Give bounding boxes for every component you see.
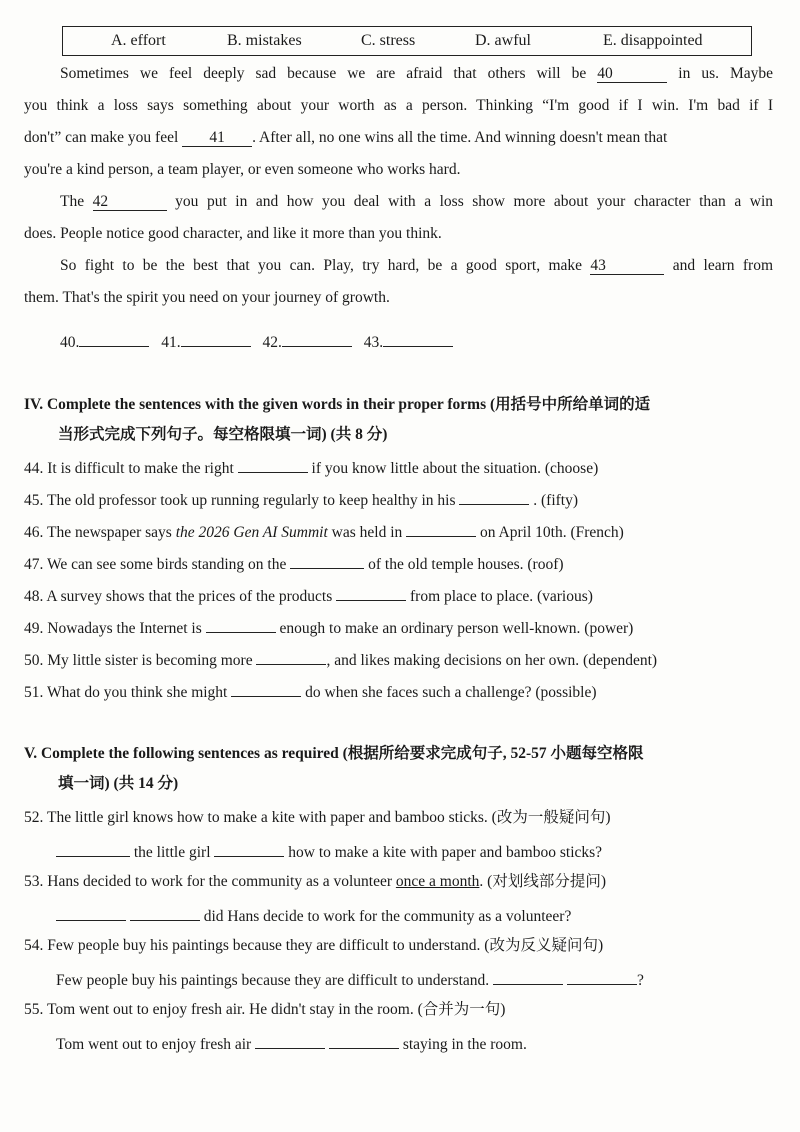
blank-50[interactable]: [256, 648, 326, 665]
question-44: 44. It is difficult to make the right if you know little about the situation. (choose): [24, 456, 598, 479]
passage-line: does. People notice good character, and like it more than you think.: [24, 225, 442, 242]
blank-45[interactable]: [459, 488, 529, 505]
passage-line: The 42 you put in and how you deal with a loss show more about your character than a win: [60, 193, 773, 210]
word-option-e: E. disappointed: [603, 32, 703, 49]
question-50: 50. My little sister is becoming more , and likes making decisions on her own. (dependent): [24, 648, 657, 671]
section-4-title-cont: 当形式完成下列句子。每空格限填一词) (共 8 分): [58, 426, 388, 443]
passage-line: So fight to be the best that you can. Play, try hard, be a good sport, make 43 and learn from: [60, 257, 774, 274]
question-47: 47. We can see some birds standing on the of the old temple houses. (roof): [24, 552, 564, 575]
blank-53-2[interactable]: [130, 904, 200, 921]
section-5-title-cont: 填一词) (共 14 分): [58, 775, 179, 792]
question-52: 52. The little girl knows how to make a kite with paper and bamboo sticks. (改为一般疑问句): [24, 809, 611, 826]
blank-52-2[interactable]: [214, 840, 284, 857]
question-51: 51. What do you think she might do when she faces such a challenge? (possible): [24, 680, 597, 703]
blank-42[interactable]: 42: [93, 194, 167, 211]
question-54-answer-line: Few people buy his paintings because they are difficult to understand. ?: [56, 968, 644, 991]
question-45: 45. The old professor took up running regularly to keep healthy in his . (fifty): [24, 488, 578, 511]
blank-53-1[interactable]: [56, 904, 126, 921]
blank-47[interactable]: [290, 552, 364, 569]
answer-blank-41[interactable]: [181, 330, 251, 347]
question-48: 48. A survey shows that the prices of the products from place to place. (various): [24, 584, 593, 607]
passage-line: you think a loss says something about your worth as a person. Thinking “I'm good if I win. I'm bad if I: [24, 97, 773, 114]
answer-blank-42[interactable]: [282, 330, 352, 347]
question-49: 49. Nowadays the Internet is enough to make an ordinary person well-known. (power): [24, 616, 633, 639]
question-55: 55. Tom went out to enjoy fresh air. He didn't stay in the room. (合并为一句): [24, 1001, 506, 1018]
blank-55-2[interactable]: [329, 1032, 399, 1049]
blank-48[interactable]: [336, 584, 406, 601]
question-46: 46. The newspaper says the 2026 Gen AI Summit was held in on April 10th. (French): [24, 520, 624, 543]
blank-44[interactable]: [238, 456, 308, 473]
blank-46[interactable]: [406, 520, 476, 537]
question-53-answer-line: did Hans decide to work for the community as a volunteer?: [56, 904, 571, 927]
blank-40[interactable]: 40: [597, 66, 667, 83]
answer-blank-43[interactable]: [383, 330, 453, 347]
section-5-title: V. Complete the following sentences as required (根据所给要求完成句子, 52-57 小题每空格限: [24, 745, 644, 762]
underlined-phrase: once a month: [395, 873, 480, 890]
question-53: 53. Hans decided to work for the community as a volunteer once a month. (对划线部分提问): [24, 873, 606, 890]
word-bank-box: [62, 26, 752, 56]
question-52-answer-line: the little girl how to make a kite with paper and bamboo sticks?: [56, 840, 602, 863]
blank-55-1[interactable]: [255, 1032, 325, 1049]
word-option-c: C. stress: [361, 32, 416, 49]
passage-line: them. That's the spirit you need on your journey of growth.: [24, 289, 390, 306]
blank-49[interactable]: [206, 616, 276, 633]
word-option-d: D. awful: [475, 32, 531, 49]
section-4-title: IV. Complete the sentences with the given words in their proper forms (用括号中所给单词的适: [24, 396, 651, 413]
passage-line: you're a kind person, a team player, or even someone who works hard.: [24, 161, 461, 178]
question-54: 54. Few people buy his paintings because they are difficult to understand. (改为反义疑问句): [24, 937, 604, 954]
word-option-a: A. effort: [111, 32, 166, 49]
question-55-answer-line: Tom went out to enjoy fresh air staying in the room.: [56, 1032, 527, 1055]
answer-row: 40. 41. 42. 43.: [60, 330, 453, 353]
blank-54-2[interactable]: [567, 968, 637, 985]
word-option-b: B. mistakes: [227, 32, 302, 49]
blank-43[interactable]: 43: [590, 258, 664, 275]
passage-line: don't” can make you feel 41 . After all, no one wins all the time. And winning doesn't mean that: [24, 129, 668, 146]
blank-41[interactable]: 41: [182, 130, 252, 147]
passage-line: Sometimes we feel deeply sad because we are afraid that others will be 40 in us. Maybe: [60, 65, 774, 82]
blank-51[interactable]: [231, 680, 301, 697]
blank-54-1[interactable]: [493, 968, 563, 985]
answer-blank-40[interactable]: [79, 330, 149, 347]
blank-52-1[interactable]: [56, 840, 130, 857]
